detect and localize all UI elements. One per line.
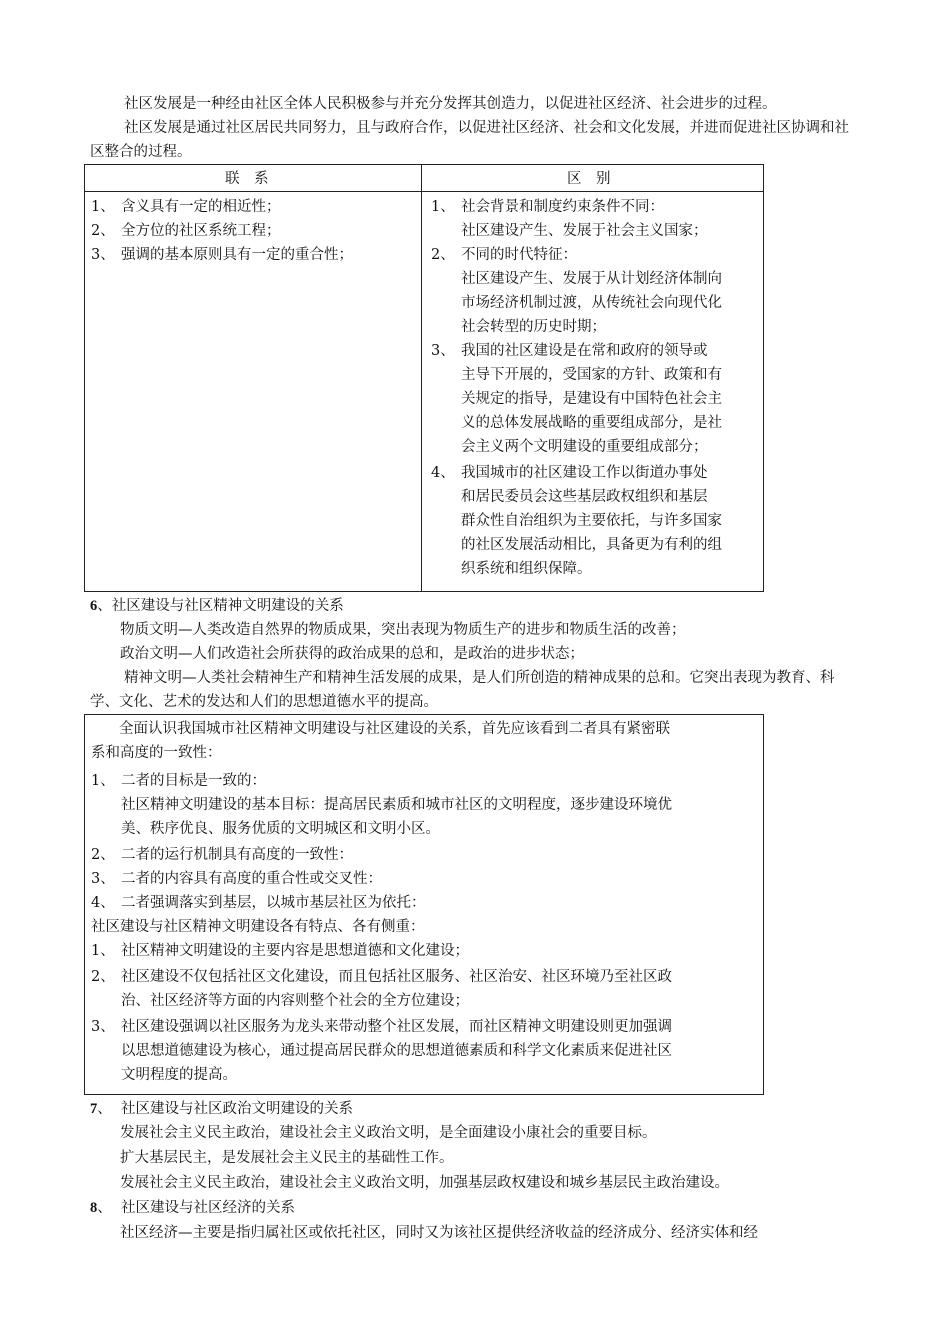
right-item-line: 社区建设产生、发展于从计划经济体制向 [461, 271, 722, 287]
box-diff-line: 社区精神文明建设的主要内容是思想道德和文化建设； [121, 943, 469, 959]
right-item-line: 我国城市的社区建设工作以街道办事处 [461, 465, 708, 481]
box-item-number: 2、 [91, 847, 115, 863]
right-item-line: 社会转型的历史时期； [461, 319, 606, 335]
right-item-line: 织系统和组织保障。 [461, 561, 592, 577]
right-item-line: 我国的社区建设是在常和政府的领导或 [461, 343, 708, 359]
box-item-number: 3、 [91, 871, 115, 887]
box-diff-line: 治、社区经济等方面的内容则整个社会的全方位建设； [121, 993, 469, 1009]
left-item-text: 全方位的社区系统工程； [121, 223, 281, 239]
box-diff-line: 以思想道德建设为核心，通过提高居民群众的思想道德素质和科学文化素质来促进社区 [121, 1043, 672, 1059]
box-sub-heading: 社区建设与社区精神文明建设各有特点、各有侧重： [91, 919, 425, 935]
box-diff-line: 社区建设强调以社区服务为龙头来带动整个社区发展，而社区精神文明建设则更加强调 [121, 1019, 672, 1035]
right-item-line: 会主义两个文明建设的重要组成部分； [461, 439, 708, 455]
section-6-heading [90, 594, 344, 618]
box-intro-line: 系和高度的一致性： [91, 745, 222, 761]
intro-paragraph-1: 社区发展是一种经由社区全体人民积极参与并充分发挥其创造力，以促进社区经济、社会进步的过程。 [124, 96, 777, 112]
section-8-number: 8 [90, 1200, 98, 1216]
section-6-spiritual-civilization: 精神文明—人类社会精神生产和精神生活发展的成果，是人们所创造的精神成果的总和。它突出表现为教育、科学、文化、艺术的发达和人们的思想道德水平的提高。 [90, 670, 835, 710]
right-item-line: 的社区发展活动相比，具备更为有利的组 [461, 537, 722, 553]
right-item-line: 社会背景和制度约束条件不同： [461, 199, 664, 215]
right-item-number: 1、 [431, 199, 455, 215]
left-item-text: 强调的基本原则具有一定的重合性； [121, 247, 353, 263]
box-item-number: 1、 [91, 773, 115, 789]
right-item-number: 2、 [431, 247, 455, 263]
section-6-number: 6 [90, 598, 98, 614]
table-header-divider [85, 191, 763, 192]
box-item-text: 二者的内容具有高度的重合性或交叉性： [121, 871, 382, 887]
box-diff-line: 文明程度的提高。 [121, 1067, 237, 1083]
section-7-line-3: 发展社会主义民主政治，建设社会主义政治文明，加强基层政权建设和城乡基层民主政治建设。 [120, 1175, 729, 1191]
right-item-line: 主导下开展的，受国家的方针、政策和有 [461, 367, 722, 383]
section-7-line-2: 扩大基层民主，是发展社会主义民主的基础性工作。 [120, 1150, 454, 1166]
box-item-detail: 社区精神文明建设的基本目标：提高居民素质和城市社区的文明程度，逐步建设环境优 [121, 797, 672, 813]
left-item-text: 含义具有一定的相近性； [121, 199, 281, 215]
relation-difference-table [84, 164, 764, 592]
right-item-line: 义的总体发展战略的重要组成部分，是社 [461, 415, 722, 431]
box-intro-line: 全面认识我国城市社区精神文明建设与社区建设的关系，首先应该看到二者具有紧密联 [119, 721, 670, 737]
right-item-line: 群众性自治组织为主要依托，与许多国家 [461, 513, 722, 529]
right-item-line: 社区建设产生、发展于社会主义国家； [461, 223, 708, 239]
intro-paragraph-2: 社区发展是通过社区居民共同努力，且与政府合作，以促进社区经济、社会和文化发展，并进而促进社区协调和社区整合的过程。 [90, 120, 849, 160]
table-header-difference: 区 别 [567, 171, 611, 187]
box-item-text: 二者强调落实到基层，以城市基层社区为依托： [121, 895, 426, 911]
right-item-line: 关规定的指导，是建设有中国特色社会主 [461, 391, 722, 407]
left-item-number: 2、 [91, 223, 115, 239]
section-6-title: 、社区建设与社区精神文明建设的关系 [97, 598, 344, 614]
section-6-material-civilization: 物质文明—人类改造自然界的物质成果，突出表现为物质生产的进步和物质生活的改善； [120, 622, 686, 638]
section-7-heading: 7、 社区建设与社区政治文明建设的关系 [90, 1101, 353, 1117]
box-item-detail: 美、秩序优良、服务优质的文明城区和文明小区。 [121, 821, 440, 837]
section-8-title: 社区建设与社区经济的关系 [120, 1200, 295, 1216]
box-diff-number: 1、 [91, 943, 115, 959]
box-item-number: 4、 [91, 895, 115, 911]
box-item-text: 二者的目标是一致的： [121, 773, 266, 789]
right-item-line: 市场经济机制过渡，从传统社会向现代化 [461, 295, 722, 311]
section-7-title: 社区建设与社区政治文明建设的关系 [120, 1101, 353, 1117]
right-item-line: 不同的时代特征： [461, 247, 577, 263]
section-8-heading: 8、 社区建设与社区经济的关系 [90, 1200, 295, 1216]
table-header-relation: 联 系 [225, 171, 269, 187]
section-8-line-1: 社区经济—主要是指归属社区或依托社区，同时又为该社区提供经济收益的经济成分、经济实体和经 [120, 1225, 758, 1241]
section-7-line-1: 发展社会主义民主政治，建设社会主义政治文明，是全面建设小康社会的重要目标。 [120, 1125, 657, 1141]
table-column-divider [421, 165, 422, 591]
section-7-number: 7 [90, 1101, 98, 1117]
box-diff-line: 社区建设不仅包括社区文化建设，而且包括社区服务、社区治安、社区环境乃至社区政 [121, 969, 672, 985]
right-item-number: 3、 [431, 343, 455, 359]
box-item-text: 二者的运行机制具有高度的一致性： [121, 847, 353, 863]
spiritual-civilization-box [84, 714, 764, 1095]
box-diff-number: 2、 [91, 969, 115, 985]
left-item-number: 3、 [91, 247, 115, 263]
right-item-line: 和居民委员会这些基层政权组织和基层 [461, 489, 708, 505]
box-diff-number: 3、 [91, 1019, 115, 1035]
right-item-number: 4、 [431, 465, 455, 481]
section-6-political-civilization: 政治文明—人们改造社会所获得的政治成果的总和，是政治的进步状态； [120, 646, 584, 662]
left-item-number: 1、 [91, 199, 115, 215]
